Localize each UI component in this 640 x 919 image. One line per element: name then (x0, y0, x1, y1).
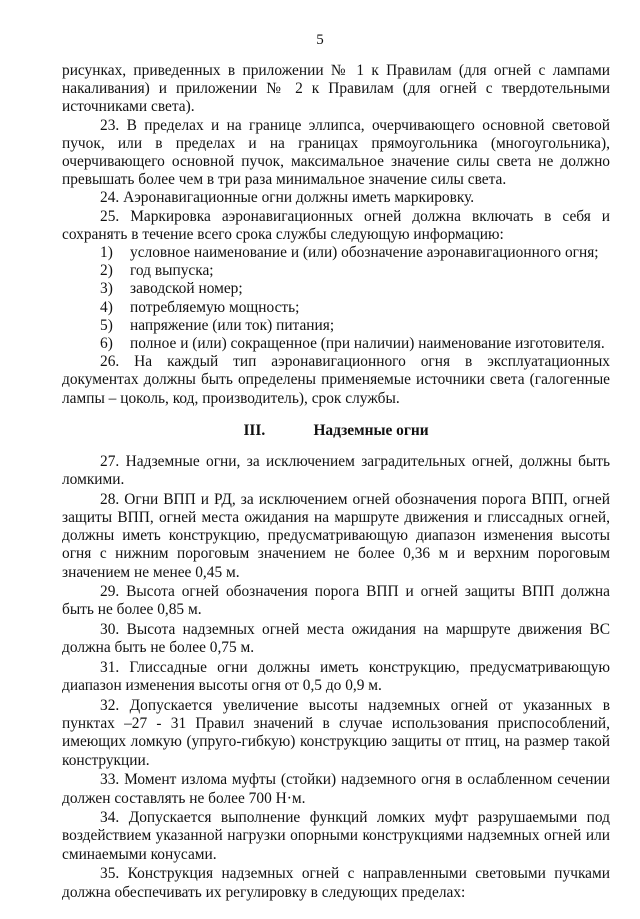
paragraph-31: 31. Глиссадные огни должны иметь конструкцию, предусматривающую диапазон изменения высоты огня от 0,5 до 0,9 м. (62, 659, 610, 695)
marking-info-list (62, 244, 610, 353)
paragraph-35: 35. Конструкция надземных огней с направленными световыми пучками должна обеспечивать их регулировку в следующих пределах: (62, 865, 610, 901)
list-item (62, 299, 610, 317)
paragraph-29: 29. Высота огней обозначения порога ВПП и огней защиты ВПП должна быть не более 0,85 м. (62, 583, 610, 619)
list-item (62, 317, 610, 335)
list-item (62, 335, 610, 353)
paragraph-30: 30. Высота надземных огней места ожидания на маршруте движения ВС должна быть не более 0,75 м. (62, 621, 610, 657)
list-item-text: заводской номер; (130, 280, 243, 298)
paragraph-27: 27. Надземные огни, за исключением заградительных огней, должны быть ломкими. (62, 452, 610, 489)
list-item-number: 5) (100, 316, 113, 334)
page-number: 5 (316, 32, 324, 48)
paragraph-32: 32. Допускается увеличение высоты надземных огней от указанных в пунктах –27 - 31 Правил значений в случае использования приспособлений, имеющих ломкую (упруго-гибкую) конструкцию защиты от птиц, на размер такой конструкции. (62, 697, 610, 769)
list-item-text: напряжение (или ток) питания; (130, 316, 335, 334)
list-item-number: 4) (100, 298, 113, 316)
list-item (62, 280, 610, 298)
paragraph-23: 23. В пределах и на границе эллипса, очерчивающего основной световой пучок, или в пределах и на границах прямоугольника (многоугольника), очерчивающего основной пучок, максимальное значение силы света не должно превышать более чем в три раза минимальное значение силы света. (62, 116, 610, 189)
list-item-number: 6) (100, 335, 113, 353)
paragraph-continuation: рисунках, приведенных в приложении № 1 к Правилам (для огней с лампами накаливания) и приложении № 2 к Правилам (для огней с твердотельными источниками света). (62, 62, 610, 116)
list-item-text: полное и (или) сокращенное (при наличии) наименование изготовителя. (130, 335, 605, 353)
section-heading (62, 422, 610, 440)
list-item-text: год выпуска; (130, 262, 214, 280)
paragraph-24: 24. Аэронавигационные огни должны иметь маркировку. (100, 189, 475, 207)
list-item-number: 2) (100, 262, 113, 280)
list-item-number: 1) (100, 244, 113, 262)
list-item-text: условное наименование и (или) обозначение аэронавигационного огня; (130, 244, 599, 262)
paragraph-26: 26. На каждый тип аэронавигационного огня в эксплуатационных документах должны быть определены применяемые источники света (галогенные лампы – цоколь, код, производитель), срок службы. (62, 353, 610, 407)
list-item (62, 244, 610, 262)
paragraph-34: 34. Допускается выполнение функций ломких муфт разрушаемыми под воздействием указанной нагрузки опорными конструкциями надземных огней или сминаемыми конусами. (62, 809, 610, 863)
paragraph-28: 28. Огни ВПП и РД, за исключением огней обозначения порога ВПП, огней защиты ВПП, огней места ожидания на маршруте движения и глиссадных огней, должны иметь конструкцию, предусматривающую диапазон изменения высоты огня с нижним пороговым значением не более 0,36 м и верхним пороговым значением не менее 0,45 м. (62, 490, 610, 581)
paragraph-25: 25. Маркировка аэронавигационных огней должна включать в себя и сохранять в течение всего срока службы следующую информацию: (62, 207, 610, 243)
list-item-number: 3) (100, 280, 113, 298)
paragraph-33: 33. Момент излома муфты (стойки) надземного огня в ослабленном сечении должен составлять не более 700 Н·м. (62, 771, 610, 807)
list-item (62, 262, 610, 280)
section-number: III. (243, 421, 266, 439)
document-body (62, 62, 610, 902)
list-item-text: потребляемую мощность; (130, 298, 300, 316)
section-title: Надземные огни (313, 421, 429, 439)
